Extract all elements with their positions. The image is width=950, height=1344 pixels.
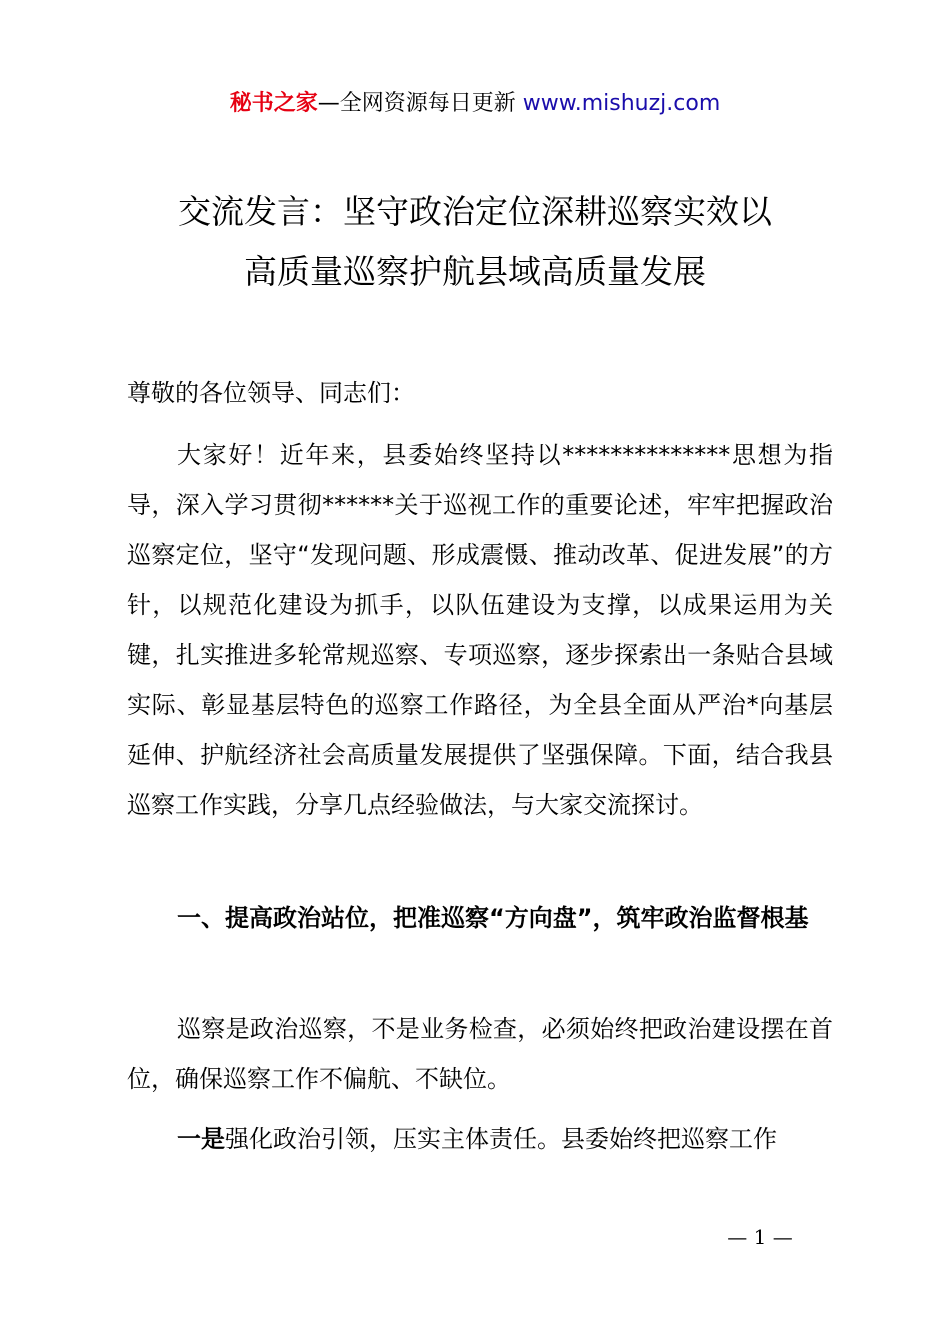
point-1-lead: 一是 bbox=[177, 1125, 225, 1153]
site-header bbox=[0, 88, 950, 120]
intro-paragraph: 大家好！近年来，县委始终坚持以**************思想为指导，深入学习贯彻******关于巡视工作的重要论述，牢牢把握政治巡察定位，坚守“发现问题、形成震慑、推动改革、促进发展”的方针，以规范化建设为抓手，以队伍建设为支撑，以成果运用为关键，扎实推进多轮常规巡察、专项巡察，逐步探索出一条贴合县域实际、彰显基层特色的巡察工作路径，为全县全面从严治*向基层延伸、护航经济社会高质量发展提供了坚强保障。下面，结合我县巡察工作实践，分享几点经验做法，与大家交流探讨。 bbox=[127, 441, 833, 819]
title-line-2: 高质量巡察护航县域高质量发展 bbox=[244, 252, 706, 291]
document-title bbox=[0, 182, 950, 302]
point-1-paragraph bbox=[127, 1114, 833, 1164]
section-1-paragraph: 巡察是政治巡察，不是业务检查，必须始终把政治建设摆在首位，确保巡察工作不偏航、不缺位。 bbox=[127, 1015, 833, 1093]
page-number: — 1 — bbox=[727, 1225, 793, 1249]
brand-name: 秘书之家 bbox=[229, 91, 318, 116]
salutation: 尊敬的各位领导、同志们： bbox=[127, 379, 415, 407]
title-line-1: 交流发言：坚守政治定位深耕巡察实效以 bbox=[178, 192, 772, 231]
section-1-heading: 一、提高政治站位，把准巡察“方向盘”，筑牢政治监督根基 bbox=[177, 904, 809, 932]
point-1-text: 强化政治引领，压实主体责任。县委始终把巡察工作 bbox=[225, 1125, 777, 1153]
header-tagline: —全网资源每日更新 bbox=[317, 91, 516, 116]
site-url-link[interactable]: www.mishuzj.com bbox=[522, 91, 721, 116]
